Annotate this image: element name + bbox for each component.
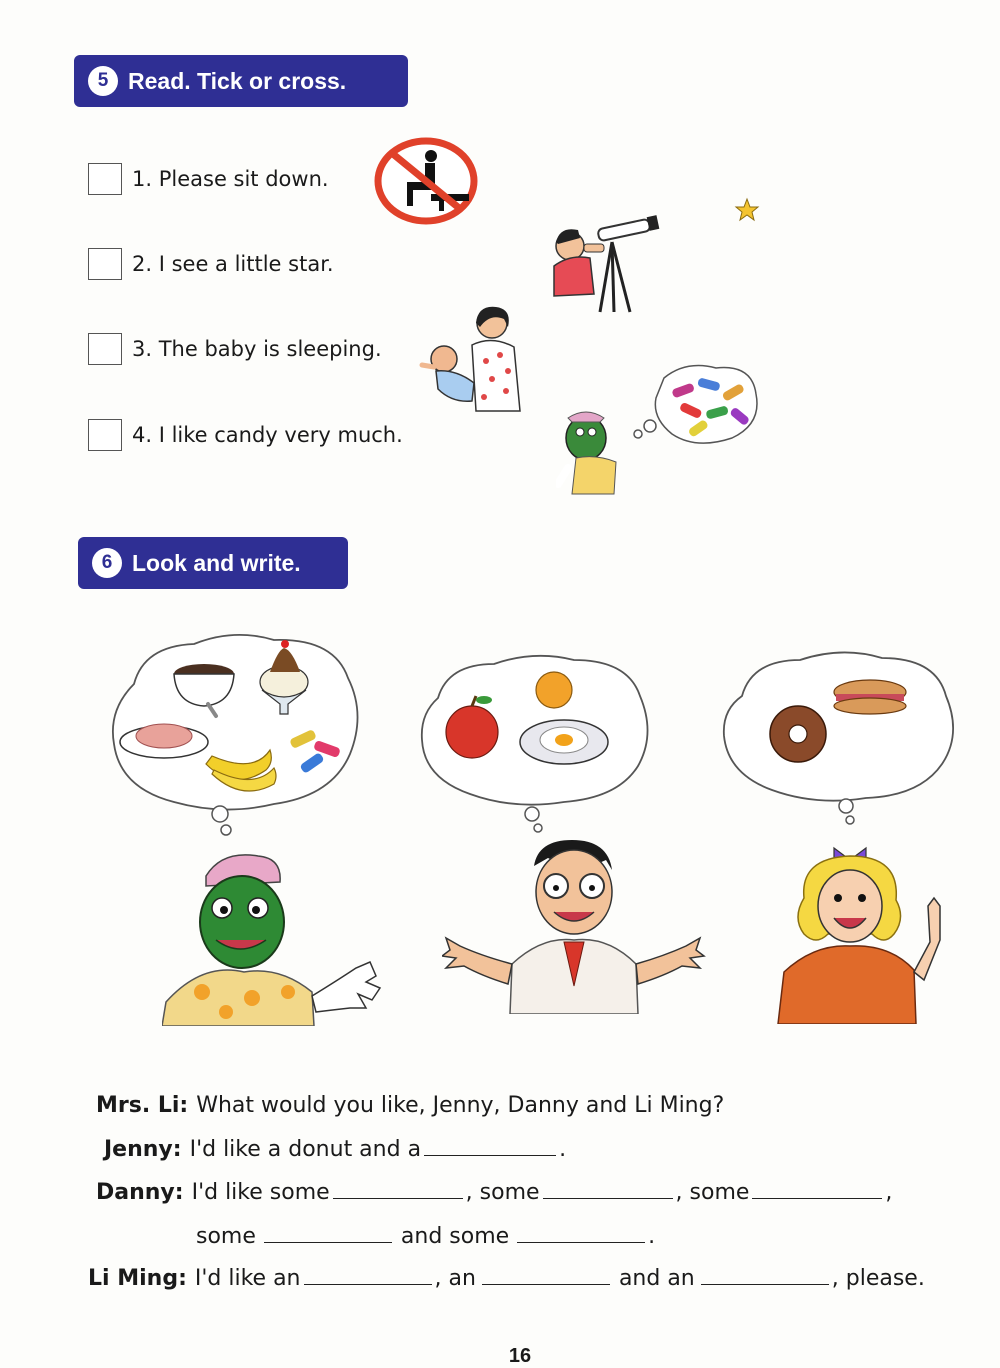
list-item-4 [88,419,403,451]
danny-text-a: I'd like some [191,1180,330,1205]
danny-blank-1[interactable] [333,1197,463,1199]
answer-checkbox-3[interactable] [88,333,122,365]
section-5-number: 5 [88,66,118,96]
dialogue-line-mrs-li [96,1093,724,1118]
donut-icon [770,706,826,762]
danny-text-b: , some [465,1180,540,1205]
jenny-text-a: I'd like a donut and a [189,1137,422,1162]
danny-blank-5[interactable] [517,1241,645,1243]
thought-bubble-turtle [104,624,368,840]
item-3-text: 3. The baby is sleeping. [132,337,382,361]
answer-checkbox-2[interactable] [88,248,122,280]
page-number: 16 [508,1345,532,1367]
danny-blank-2[interactable] [543,1197,673,1199]
dialogue-line-jenny [104,1137,566,1162]
item-1-text: 1. Please sit down. [132,167,329,191]
section-6-title: Look and write. [132,549,301,576]
thought-bubble-li-ming [414,648,658,836]
list-item-2 [88,248,334,280]
danny-blank-4[interactable] [264,1241,392,1243]
jenny-character-image [764,838,964,1024]
danny-cont-text-a: some [196,1224,256,1249]
answer-checkbox-4[interactable] [88,419,122,451]
li-ming-text-d: , please. [831,1266,925,1291]
answer-checkbox-1[interactable] [88,163,122,195]
orange-icon [536,672,572,708]
li-ming-blank-1[interactable] [304,1283,432,1285]
li-ming-text-a: I'd like an [194,1266,301,1291]
speaker-li-ming: Li Ming: [88,1266,187,1291]
turtle-candy-thought-image [556,358,766,498]
section-6-header [78,537,348,589]
li-ming-text-b: , an [434,1266,476,1291]
speaker-jenny: Jenny: [104,1137,182,1162]
no-sitting-sign-icon [373,136,479,226]
section-5-title: Read. Tick or cross. [128,67,347,94]
jenny-text-b: . [559,1137,567,1162]
hamburger-icon [834,680,906,714]
jenny-blank-1[interactable] [424,1154,556,1156]
dialogue-line-li-ming [88,1266,925,1291]
li-ming-character-image [442,836,706,1014]
li-ming-blank-3[interactable] [701,1283,829,1285]
dialogue-line-danny-cont [196,1224,655,1249]
turtle-character-image [162,842,388,1026]
section-6-number: 6 [92,548,122,578]
item-4-text: 4. I like candy very much. [132,423,403,447]
girl-holding-baby-image [416,305,536,413]
li-ming-text-c: and an [618,1266,695,1291]
speaker-mrs-li: Mrs. Li: [96,1093,189,1118]
star-icon [734,197,760,223]
danny-cont-text-c: . [648,1224,656,1249]
thought-bubble-jenny [716,646,962,830]
danny-blank-3[interactable] [752,1197,882,1199]
li-ming-blank-2[interactable] [482,1283,610,1285]
danny-cont-text-b: and some [400,1224,510,1249]
fried-egg-plate-icon [520,720,608,764]
dialogue-line-danny [96,1180,892,1205]
section-5-header [74,55,408,107]
speaker-danny: Danny: [96,1180,184,1205]
list-item-1 [88,163,329,195]
danny-text-c: , some [675,1180,750,1205]
danny-text-d: , [885,1180,893,1205]
mrs-li-question: What would you like, Jenny, Danny and Li Ming? [196,1093,725,1118]
list-item-3 [88,333,382,365]
boy-telescope-image [550,214,665,316]
item-2-text: 2. I see a little star. [132,252,334,276]
